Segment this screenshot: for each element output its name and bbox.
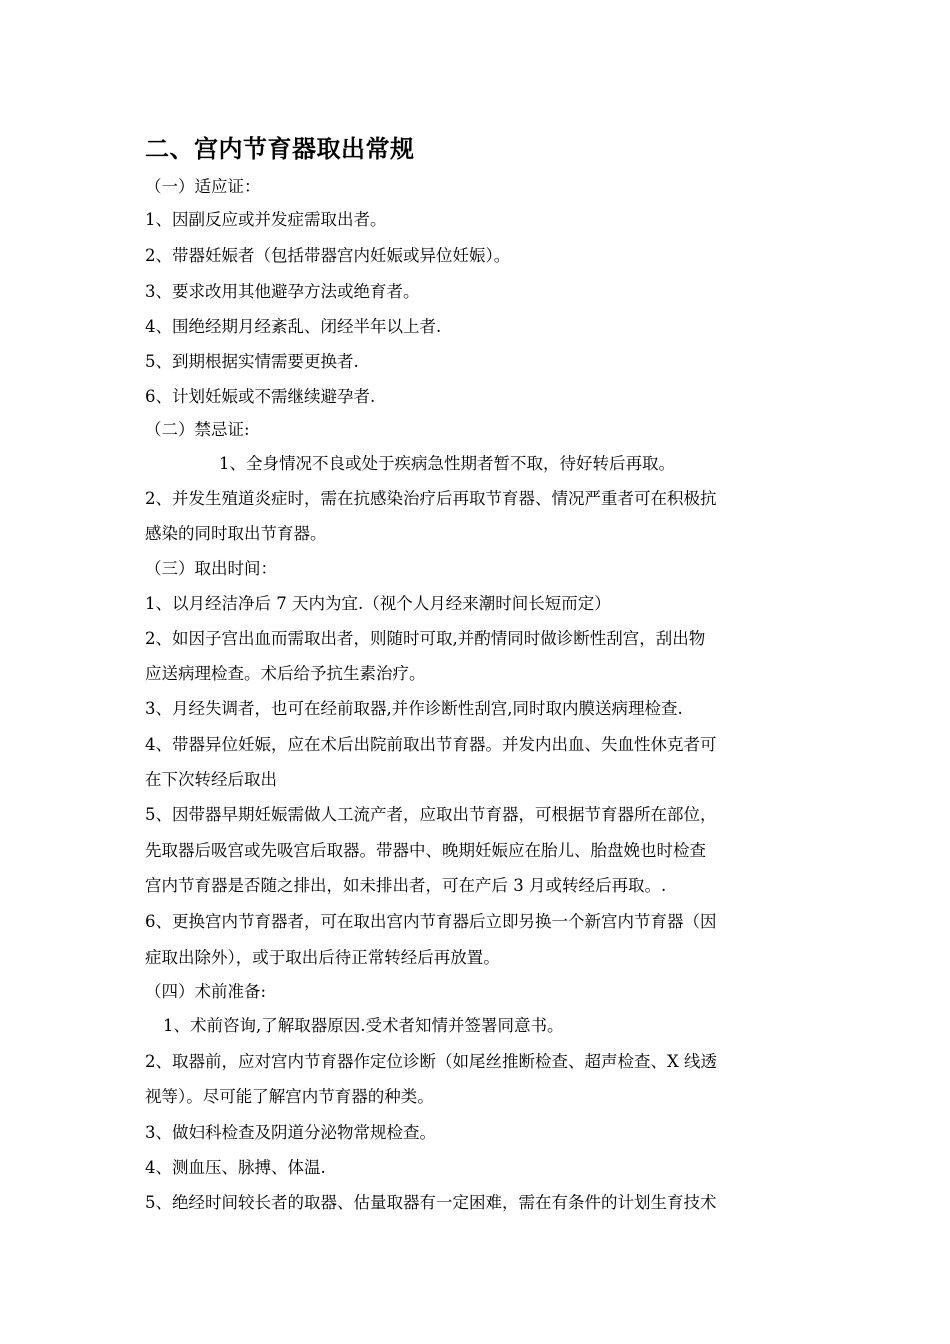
paragraph-line: 6、更换宫内节育器者，可在取出宫内节育器后立即另换一个新宫内节育器（因 [145,912,717,931]
paragraph-line: 1、以月经洁净后 7 天内为宜.（视个人月经来潮时间长短而定） [145,594,611,613]
paragraph-line: 宫内节育器是否随之排出，如未排出者，可在产后 3 月或转经后再取。. [145,876,667,895]
subsection-heading-preparation: （四）术前准备: [145,982,267,1001]
paragraph-line: 2、并发生殖道炎症时，需在抗感染治疗后再取节育器、情况严重者可在积极抗 [145,489,717,508]
paragraph-line: 1、全身情况不良或处于疾病急性期者暂不取，待好转后再取。 [219,454,675,473]
section-title: 二、宫内节育器取出常规 [145,135,415,163]
paragraph-line: 3、月经失调者，也可在经前取器,并作诊断性刮宫,同时取内膜送病理检查. [145,699,683,718]
paragraph-line: 5、到期根据实情需要更换者. [145,352,359,371]
paragraph-line: 感染的同时取出节育器。 [145,524,327,543]
paragraph-line: 4、围绝经期月经紊乱、闭经半年以上者. [145,317,442,336]
paragraph-line: 2、取器前，应对宫内节育器作定位诊断（如尾丝推断检查、超声检查、X 线透 [145,1052,717,1071]
subsection-heading-indications: （一）适应证： [145,177,261,196]
paragraph-line: 2、带器妊娠者（包括带器宫内妊娠或异位妊娠）。 [145,246,511,265]
paragraph-line: 1、因副反应或并发症需取出者。 [145,210,387,229]
paragraph-line: 3、做妇科检查及阴道分泌物常规检查。 [145,1123,436,1142]
paragraph-line: 视等）。尽可能了解宫内节育器的种类。 [145,1087,434,1106]
paragraph-line: 2、如因子宫出血而需取出者，则随时可取,并酌情同时做诊断性刮宫，刮出物 [145,629,706,648]
paragraph-line: 5、因带器早期妊娠需做人工流产者，应取出节育器，可根据节育器所在部位， [145,805,717,824]
paragraph-line: 3、要求改用其他避孕方法或绝育者。 [145,282,420,301]
paragraph-line: 症取出除外），或于取出后待正常转经后再放置。 [145,948,500,967]
paragraph-line: 5、绝经时间较长者的取器、估量取器有一定困难，需在有条件的计划生育技术 [145,1193,717,1212]
paragraph-line: 在下次转经后取出 [145,770,277,789]
paragraph-line: 1、术前咨询,了解取器原因.受术者知情并签署同意书。 [163,1016,564,1035]
subsection-heading-contraindications: （二）禁忌证: [145,420,250,439]
paragraph-line: 4、带器异位妊娠，应在术后出院前取出节育器。并发内出血、失血性休克者可 [145,735,717,754]
paragraph-line: 6、计划妊娠或不需继续避孕者. [145,387,376,406]
paragraph-line: 先取器后吸宫或先吸宫后取器。带器中、晚期妊娠应在胎儿、胎盘娩也时检查 [145,841,706,860]
subsection-heading-removal-time: （三）取出时间： [145,559,277,578]
paragraph-line: 4、测血压、脉搏、体温. [145,1158,326,1177]
paragraph-line: 应送病理检查。术后给予抗生素治疗。 [145,664,426,683]
